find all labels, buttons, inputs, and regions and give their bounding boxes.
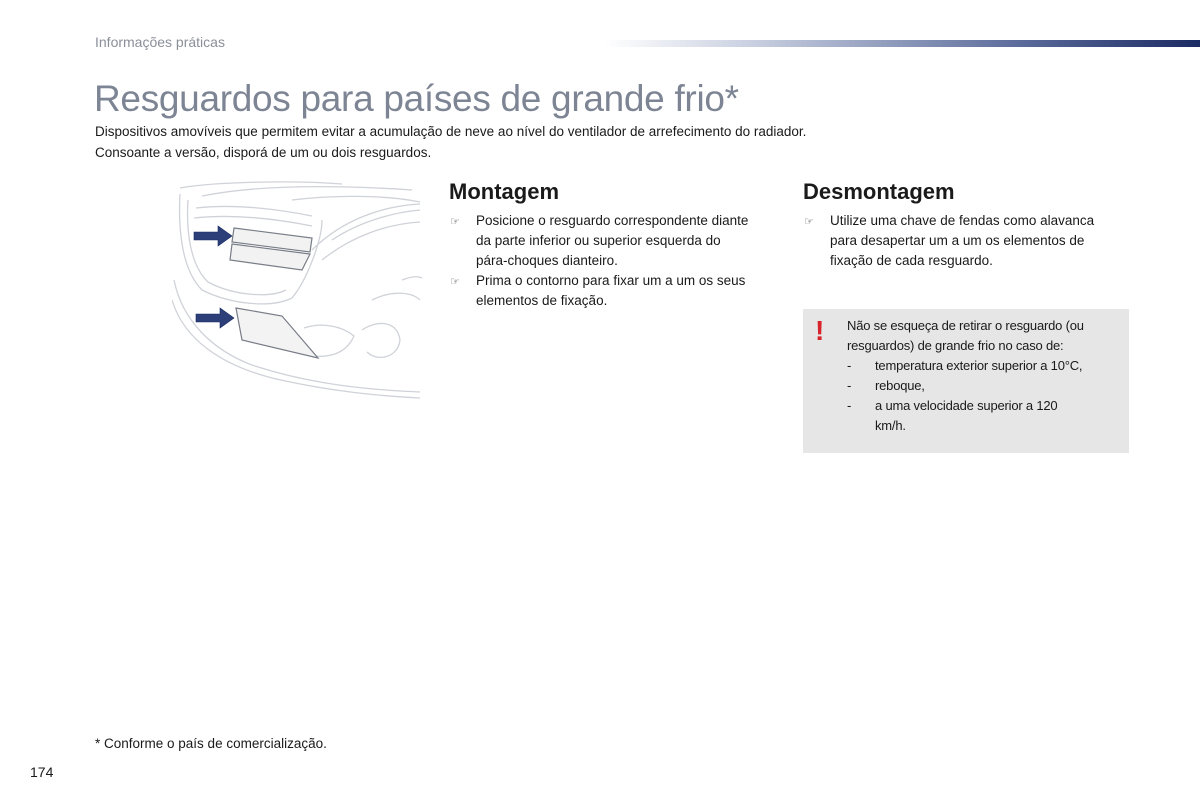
intro-line-1: Dispositivos amovíveis que permitem evitar a acumulação de neve ao nível do ventilador de arrefecimento do radiador. <box>95 124 807 139</box>
warning-icon: ! <box>815 315 825 346</box>
warning-box <box>803 309 1129 453</box>
page-number: 174 <box>30 764 54 780</box>
pointing-hand-icon: ☞ <box>450 216 460 228</box>
list-item: ☞ Posicione o resguardo correspondente diante da parte inferior ou superior esquerda do pára-choques dianteiro. <box>450 211 755 271</box>
intro-line-2: Consoante a versão, disporá de um ou dois resguardos. <box>95 145 432 160</box>
pointing-hand-icon: ☞ <box>450 276 460 288</box>
list-item: - temperatura exterior superior a 10°C, <box>847 358 1083 373</box>
header-accent-bar <box>605 40 1200 47</box>
removal-heading: Desmontagem <box>803 179 955 204</box>
list-item: - a uma velocidade superior a 120 km/h. <box>847 398 1058 433</box>
car-front-illustration <box>172 180 422 402</box>
mounting-heading: Montagem <box>449 179 559 204</box>
footnote: * Conforme o país de comercialização. <box>95 736 327 751</box>
list-item: ☞ Utilize uma chave de fendas como alavanca para desapertar um a um os elementos de fixação de cada resguardo. <box>804 211 1124 271</box>
removal-steps <box>804 211 1124 271</box>
list-item: ☞ Prima o contorno para fixar um a um os seus elementos de fixação. <box>450 271 755 311</box>
page-title: Resguardos para países de grande frio* <box>94 78 739 119</box>
warning-intro: Não se esqueça de retirar o resguardo (ou resguardos) de grande frio no caso de: <box>847 318 1084 353</box>
list-item: - reboque, <box>847 378 925 393</box>
mounting-steps <box>450 211 755 311</box>
pointing-hand-icon: ☞ <box>804 216 814 228</box>
section-label: Informações práticas <box>95 34 225 50</box>
warning-text <box>847 316 1127 436</box>
